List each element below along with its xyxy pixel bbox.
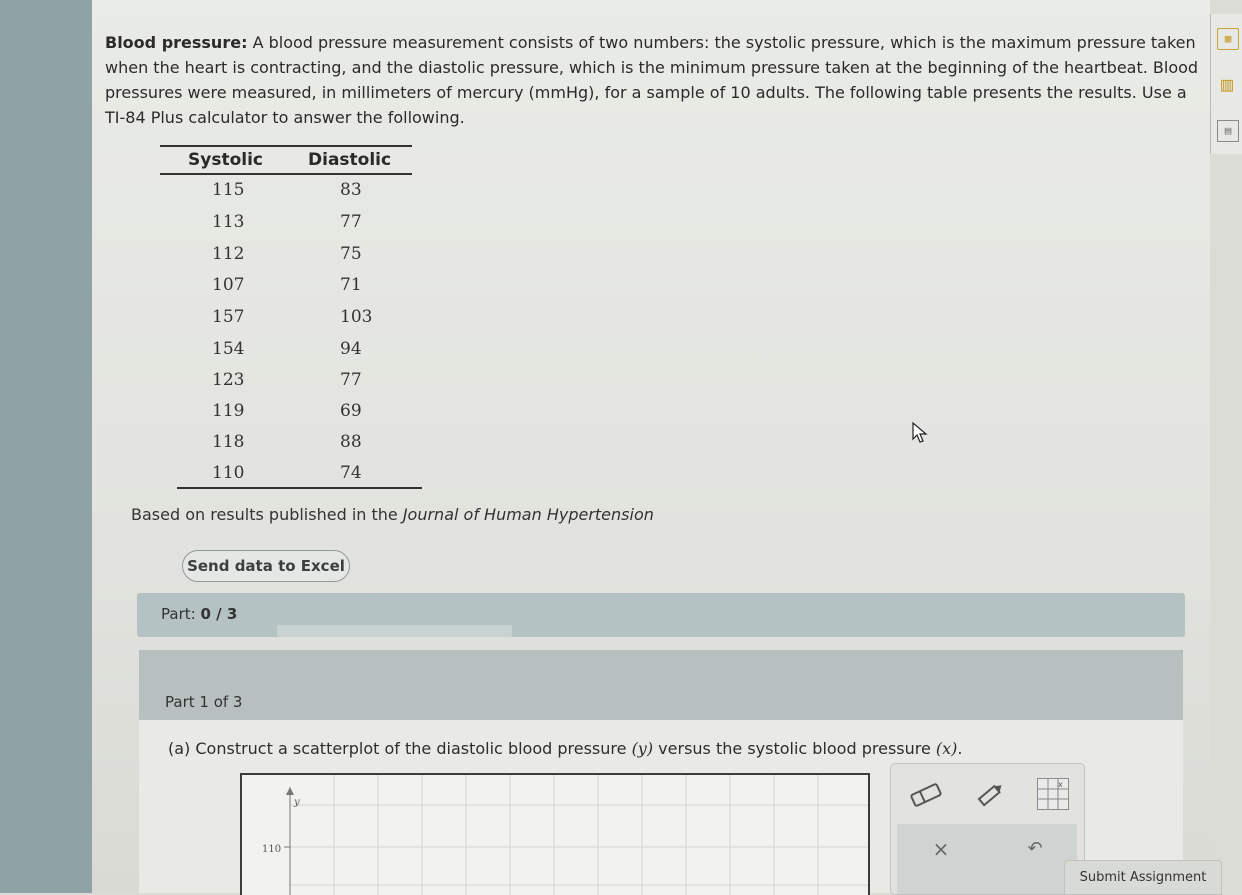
part1-header — [139, 650, 1183, 720]
source-prefix: Based on results published in the — [131, 505, 403, 524]
mouse-cursor-icon — [912, 422, 928, 444]
svg-text:x: x — [1058, 780, 1063, 789]
cell-diastolic: 71 — [340, 275, 362, 295]
table-bottom-rule — [177, 487, 422, 489]
calculator-icon[interactable]: ▦ — [1217, 28, 1239, 50]
table-row — [160, 212, 420, 236]
problem-title: Blood pressure: — [105, 33, 248, 52]
cell-systolic: 154 — [212, 339, 245, 359]
cell-diastolic: 77 — [340, 370, 362, 390]
var-x: (x) — [935, 739, 958, 758]
data-chart-icon[interactable]: ▥ — [1220, 72, 1234, 96]
y-tick-label: 110 — [262, 844, 282, 855]
tool-actions — [897, 824, 1077, 894]
cell-systolic: 123 — [212, 370, 245, 390]
table-row — [160, 275, 420, 299]
part1-label: Part 1 of 3 — [165, 693, 243, 711]
cell-systolic: 118 — [212, 432, 245, 452]
part-progress-label — [161, 605, 237, 623]
part1-body — [139, 720, 1183, 893]
cell-systolic: 113 — [212, 212, 245, 232]
cell-diastolic: 74 — [340, 463, 362, 483]
table-row — [160, 463, 420, 487]
table-icon[interactable]: ▤ — [1217, 120, 1239, 142]
cell-diastolic: 77 — [340, 212, 362, 232]
header-systolic: Systolic — [188, 150, 263, 170]
right-toolbar — [1210, 14, 1242, 154]
undo-icon[interactable]: ↶ — [1027, 838, 1043, 859]
table-row — [160, 180, 420, 204]
clear-icon[interactable]: × — [932, 837, 950, 861]
var-y: (y) — [631, 739, 654, 758]
cell-diastolic: 69 — [340, 401, 362, 421]
table-row — [160, 307, 420, 331]
problem-statement — [105, 30, 1205, 130]
table-top-rule — [160, 145, 412, 147]
cell-diastolic: 75 — [340, 244, 362, 264]
pencil-icon[interactable] — [973, 782, 1007, 808]
table-row — [160, 244, 420, 268]
header-diastolic: Diastolic — [308, 150, 392, 170]
cell-systolic: 107 — [212, 275, 245, 295]
grid-icon[interactable] — [1037, 778, 1069, 810]
table-row — [160, 432, 420, 456]
part-label-text: Part: — [161, 605, 196, 623]
table-row — [160, 370, 420, 394]
question-mid: versus the systolic blood pressure — [653, 739, 936, 758]
cell-systolic: 115 — [212, 180, 245, 200]
question-text — [168, 739, 963, 758]
y-axis-label: y — [294, 797, 300, 808]
eraser-icon[interactable] — [909, 782, 943, 808]
y-axis-arrow — [286, 787, 294, 795]
cell-diastolic: 83 — [340, 180, 362, 200]
question-suffix: . — [957, 739, 963, 758]
source-citation — [131, 505, 654, 524]
cell-systolic: 157 — [212, 307, 245, 327]
cell-systolic: 119 — [212, 401, 245, 421]
cell-diastolic: 94 — [340, 339, 362, 359]
journal-title: Journal of Human Hypertension — [402, 505, 654, 524]
question-prefix: (a) Construct a scatterplot of the diastolic blood pressure — [168, 739, 632, 758]
part-progress-track — [277, 625, 512, 637]
graph-grid — [242, 775, 868, 895]
scatterplot-graph[interactable] — [240, 773, 870, 895]
cell-systolic: 112 — [212, 244, 245, 264]
part-progress-bar — [137, 593, 1185, 637]
drawing-tools-panel — [890, 763, 1085, 895]
left-rail — [0, 0, 92, 893]
cell-systolic: 110 — [212, 463, 245, 483]
cell-diastolic: 88 — [340, 432, 362, 452]
cell-diastolic: 103 — [340, 307, 373, 327]
submit-assignment-button[interactable]: Submit Assignment — [1064, 860, 1222, 895]
table-header-rule — [160, 173, 412, 175]
table-row — [160, 401, 420, 425]
part-count: 0 / 3 — [200, 605, 238, 623]
table-row — [160, 339, 420, 363]
problem-text: A blood pressure measurement consists of two numbers: the systolic pressure, which is the maximum pressure taken when the heart is contracting, and the diastolic pressure, which is the minimum pressure taken at the beginning of the heartbeat. Blood pressures were measured, in millimeters of mercury (mmHg), for a sample of 10 adults. The following table presents the results. Use a TI-84 Plus calculator to answer the following. — [105, 33, 1199, 127]
send-to-excel-button[interactable]: Send data to Excel — [182, 550, 350, 582]
table-header — [160, 150, 412, 174]
